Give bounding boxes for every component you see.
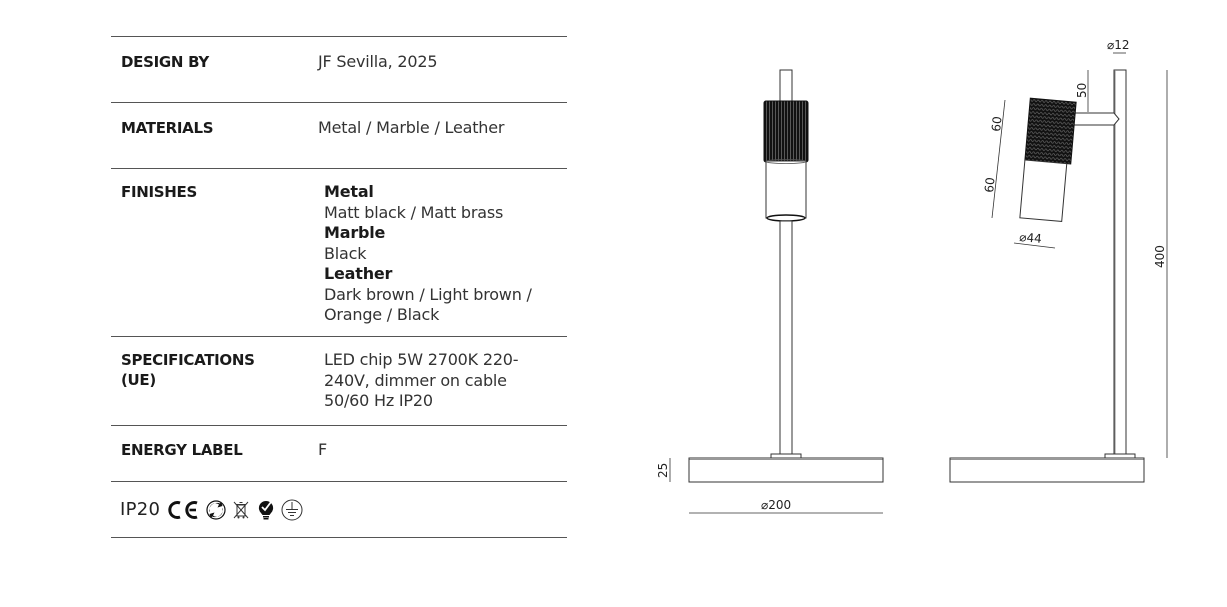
spec-label	[111, 350, 318, 425]
spec-value: Metal / Marble / Leather	[318, 118, 505, 137]
spec-label: MATERIALS	[121, 119, 214, 137]
dim-head-diameter: ⌀44	[1018, 230, 1043, 246]
finish-group-value: Matt black / Matt brass	[324, 202, 504, 222]
dim-head-upper: 60	[989, 115, 1005, 133]
ip-rating: IP20	[120, 499, 161, 520]
spec-value-line: 240V, dimmer on cable	[324, 370, 507, 390]
green-dot-recycle-icon	[206, 499, 226, 521]
finish-group-title: Marble	[324, 223, 386, 242]
spec-label-line: SPECIFICATIONS	[121, 351, 255, 369]
finish-group-title: Metal	[324, 182, 374, 201]
spec-label: FINISHES	[121, 183, 197, 201]
spec-label: DESIGN BY	[121, 53, 209, 71]
finish-group-title: Leather	[324, 264, 393, 283]
spec-table	[111, 36, 567, 538]
spec-value-line: 50/60 Hz IP20	[324, 391, 433, 410]
dim-base-height: 25	[656, 462, 670, 478]
ce-mark-icon	[167, 499, 201, 521]
led-bulb-icon	[256, 499, 276, 521]
dim-total-height: 400	[1153, 245, 1167, 268]
finish-group-value: Dark brown / Light brown /	[324, 284, 532, 304]
spec-value: JF Sevilla, 2025	[318, 52, 438, 71]
dim-stem-diameter: ⌀12	[1107, 38, 1130, 52]
spec-value	[318, 350, 567, 425]
spec-value	[318, 182, 567, 336]
finish-group-value: Orange / Black	[324, 305, 440, 324]
spec-row-certifications	[111, 482, 567, 538]
spec-row-design-by	[111, 37, 567, 103]
finish-group-value: Black	[324, 243, 367, 263]
dim-base-diameter: ⌀200	[761, 498, 792, 512]
earth-ground-icon	[281, 499, 303, 521]
front-view	[656, 70, 883, 513]
dim-arm-height: 50	[1075, 82, 1089, 98]
dim-head-lower: 60	[982, 176, 998, 194]
spec-row-finishes	[111, 169, 567, 337]
certification-icons	[120, 499, 303, 521]
technical-drawing	[640, 25, 1200, 525]
spec-row-energy-label	[111, 426, 567, 482]
spec-label: ENERGY LABEL	[121, 441, 243, 459]
spec-row-specifications	[111, 337, 567, 426]
spec-value: F	[318, 440, 328, 459]
spec-label-line: (UE)	[121, 371, 156, 389]
spec-value-line: LED chip 5W 2700K 220-	[324, 350, 519, 369]
spec-row-materials	[111, 103, 567, 169]
side-view	[950, 38, 1167, 482]
weee-crossed-bin-icon	[231, 499, 251, 521]
